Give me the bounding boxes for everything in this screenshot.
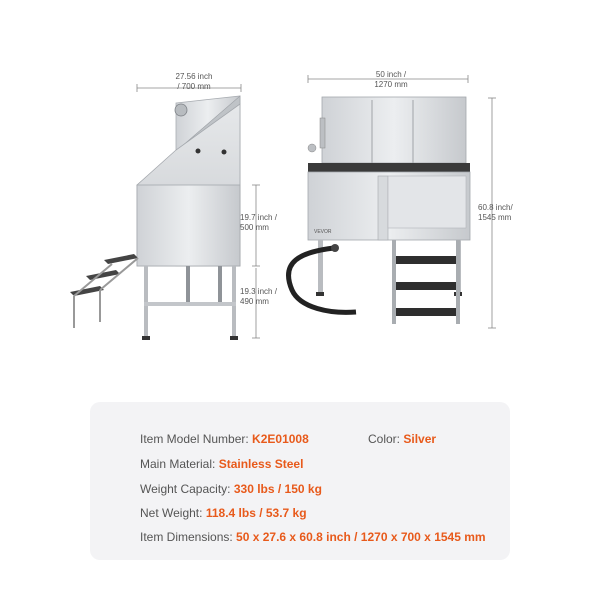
spec-material: [140, 457, 303, 471]
spec-color-value: Silver: [403, 432, 437, 446]
spec-net-weight: [140, 506, 307, 520]
leg-height-dimension: [240, 287, 277, 307]
spec-dimensions: [140, 530, 486, 544]
tub-height-inch: 19.7 inch /: [240, 213, 277, 222]
front-width-mm: 1270 mm: [374, 80, 408, 89]
spec-model-value: K2E01008: [252, 432, 309, 446]
spec-material-label: Main Material:: [140, 457, 216, 471]
spec-model: [140, 432, 309, 446]
spec-dimensions-value: 50 x 27.6 x 60.8 inch / 1270 x 700 x 1545 mm: [236, 530, 486, 544]
total-height-dimension: [478, 203, 513, 223]
spec-net-weight-value: 118.4 lbs / 53.7 kg: [205, 506, 307, 520]
side-width-inch: 27.56 inch: [175, 72, 213, 81]
brand-badge: VEVOR: [314, 229, 332, 235]
spec-capacity-label: Weight Capacity:: [140, 482, 231, 496]
spec-material-value: Stainless Steel: [218, 457, 304, 471]
side-steps: [70, 254, 138, 328]
front-view-tub: [288, 75, 496, 328]
spec-color-label: Color:: [368, 432, 401, 446]
leg-height-mm: 490 mm: [240, 297, 269, 306]
spec-net-weight-label: Net Weight:: [140, 506, 203, 520]
spec-capacity-value: 330 lbs / 150 kg: [233, 482, 322, 496]
spec-color: [368, 432, 436, 446]
front-width-inch: 50 inch /: [375, 70, 407, 79]
front-width-dimension: [374, 70, 407, 90]
side-width-dimension: [176, 72, 213, 92]
spec-model-label: Item Model Number:: [140, 432, 249, 446]
spec-capacity: [140, 482, 322, 496]
front-steps: [392, 240, 460, 324]
side-view-tub: [70, 84, 260, 340]
total-height-inch: 60.8 inch/: [478, 203, 513, 212]
leg-height-inch: 19.3 inch /: [240, 287, 277, 296]
spec-dimensions-label: Item Dimensions:: [140, 530, 233, 544]
tub-height-dimension: [240, 213, 277, 233]
tub-height-mm: 500 mm: [240, 223, 269, 232]
side-width-mm: / 700 mm: [177, 82, 211, 91]
total-height-mm: 1545 mm: [478, 213, 512, 222]
